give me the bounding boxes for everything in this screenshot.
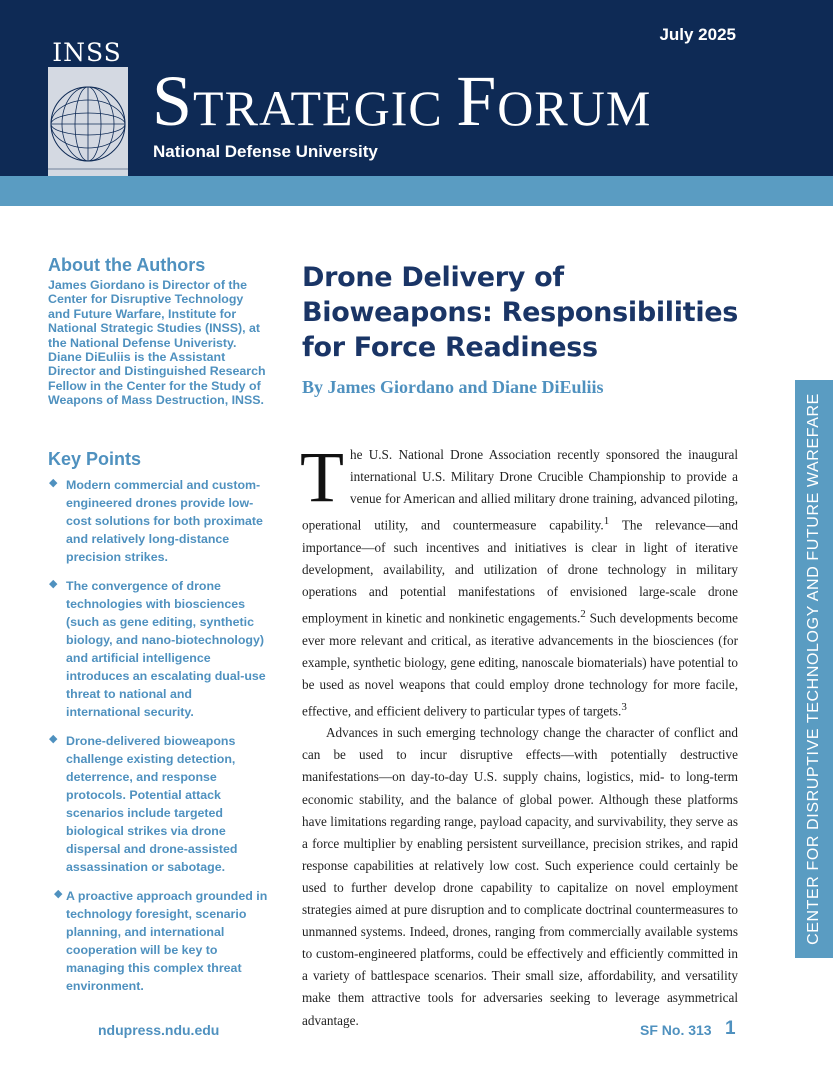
diamond-bullet-icon: ◆ (49, 576, 58, 590)
sidebar (48, 254, 268, 1006)
diamond-bullet-icon: ◆ (54, 886, 63, 900)
drop-cap: T (300, 437, 344, 517)
about-text: James Giordano is Director of the Center for Disruptive Technology and Future Warfare, Institute for National Strategic Studies (INSS), at the National Defense Univeristy. Diane DiEuliis is the Assistant Director and Distinguished Research Fellow in the Center for the Study of Weapons of Mass Destruction, INSS. (48, 278, 266, 408)
key-points-heading: Key Points (48, 448, 142, 469)
article-byline: By James Giordano and Diane DiEuliis (302, 377, 604, 397)
p1-end: Such developments become ever more relevant and critical, as iterative advancements in the biosciences (for example, synthetic biology, gene editing, nanoscale biomaterials) have potential to be used as novel weapons that could employ drone technology for more facile, effective, and efficient delivery to particular types of targets. (302, 610, 738, 719)
series-title (152, 61, 652, 143)
footer-url[interactable]: ndupress.ndu.edu (98, 1022, 220, 1038)
key-point (48, 732, 268, 876)
footnote-marker: 3 (621, 700, 627, 713)
inss-logo-letters: INSS (52, 38, 122, 67)
key-point (48, 476, 268, 566)
center-name-vertical: CENTER FOR DISRUPTIVE TECHNOLOGY AND FUTURE WAREFARE (805, 393, 822, 945)
key-point (48, 577, 268, 721)
diamond-bullet-icon: ◆ (49, 475, 58, 489)
key-point-text: The convergence of drone technologies with biosciences (such as gene editing, synthetic biology, and nano-biotechnology) and artificial intelligence introduces an escalating dual-use threat to national and international security. (66, 578, 266, 719)
series-title-rest-1: TRATEGIC (193, 80, 443, 136)
center-sideband (795, 380, 833, 958)
series-title-initial-s: S (152, 61, 194, 141)
key-point-text: A proactive approach grounded in technology foresight, scenario planning, and international cooperation will be key to managing this complex threat environment. (66, 888, 268, 993)
footnote-marker: 1 (603, 515, 610, 528)
article-title: Drone Delivery of Bioweapons: Responsibilities for Force Readiness (302, 262, 739, 363)
issue-date: July 2025 (659, 25, 736, 44)
series-title-initial-f: F (456, 61, 498, 141)
inss-logo (46, 40, 130, 165)
page-number: 1 (725, 1018, 736, 1039)
publisher-name: National Defense University (153, 142, 378, 161)
key-point (48, 887, 268, 995)
header-stripe (0, 176, 833, 206)
key-point-text: Modern commercial and custom-engineered drones provide low-cost solutions for both proximate and relatively long-distance precision strikes. (66, 477, 263, 564)
p1-start: he U.S. National Drone Association recently sponsored the inaugural international U.S. Military Drone Crucible Championship to provide a venue for American and allied military drone training, advanced piloting, operational utility, and countermeasure capability. (302, 447, 738, 533)
globe-icon (48, 67, 128, 182)
article-body (300, 437, 738, 1032)
footnote-marker: 2 (580, 608, 586, 621)
series-title-rest-2: ORUM (497, 80, 652, 136)
p1-mid: The relevance—and importance—of such incentives and initiatives is clear in light of iterative development, availability, and utilization of drone technology in military operations and potential manifestations of envisioned large-scale drone employment in kinetic and nonkinetic engagements. (302, 517, 738, 626)
series-number: SF No. 313 (640, 1022, 712, 1038)
diamond-bullet-icon: ◆ (49, 731, 58, 745)
key-point-text: Drone-delivered bioweapons challenge existing detection, deterrence, and response protocols. Potential attack scenarios include targeted biological strikes via drone dispersal and drone-assisted assassination or sabotage. (66, 733, 238, 874)
body-paragraph-2: Advances in such emerging technology change the character of conflict and can be used to incur disruptive effects—with potentially destructive manifestations—on day-to-day U.S. supply chains, logistics, mid- to long-term economic stability, and the balance of global power. Although these platforms have limitations regarding range, payload capacity, and survivability, they serve as a force multiplier by enabling persistent surveillance, precision strikes, and rapid response capabilities at relatively low cost. Such experience could certainly be used to further develop drone capability to capitalize on novel employment strategies aimed at pure disruption and to complicate doctrinal countermeasures to unmanned systems. Indeed, drones, ranging from commercially available systems to custom-engineered platforms, could be effectively and efficiently committed in a variety of battlespace scenarios. Their small size, affordability, and versatility make them attractive tools for adversaries seeking to leverage asymmetrical advantage. (302, 725, 738, 1028)
masthead (0, 0, 833, 176)
key-points-list (48, 476, 268, 995)
body-paragraph-1 (300, 437, 738, 722)
about-heading: About the Authors (48, 255, 206, 275)
